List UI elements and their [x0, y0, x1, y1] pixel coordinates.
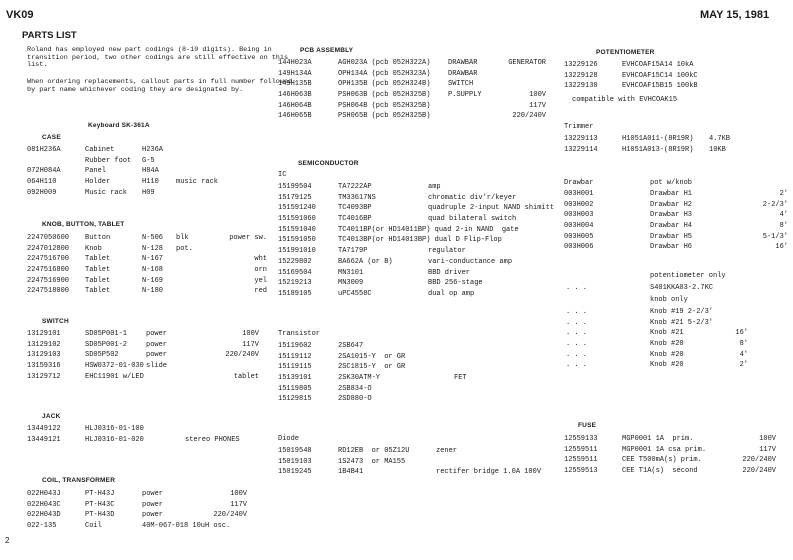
ic-type: TC4093BP [338, 204, 372, 213]
dots: . . . [566, 329, 588, 338]
model-name: VK09 [6, 9, 34, 21]
assembly-code: PSH065B (pcb 052H325B) [338, 112, 431, 121]
part-name: Holder [85, 178, 111, 187]
keyboard-title: Keyboard SK-361A [88, 122, 150, 129]
part-number: 12559133 [564, 435, 598, 443]
rating: GENERATOR [508, 59, 546, 67]
description: vari-conductance amp [428, 257, 513, 266]
function: DRAWBAR [448, 59, 478, 67]
part-code: SD05P001-2 [85, 340, 128, 349]
note-2: power sw. [229, 234, 267, 242]
dots: . . . [566, 318, 588, 327]
note: FET [454, 374, 467, 383]
description: BBD 256-stage [428, 279, 483, 288]
note: pot. [176, 244, 193, 253]
part-number: 12559511 [564, 445, 598, 454]
part-number: 003H003 [564, 211, 594, 220]
part-number: 13229114 [564, 145, 598, 154]
part-number: 2247516700 [27, 255, 70, 264]
ic-subtitle: IC [278, 171, 287, 179]
part-code: H84A [142, 167, 159, 176]
ic-type: MN3101 [338, 268, 364, 277]
part-number: 13129102 [27, 340, 61, 349]
part-number: 13129712 [27, 372, 61, 381]
part-name: Button [85, 234, 111, 242]
section-title-jack: JACK [42, 413, 61, 420]
footage: 16' [735, 329, 748, 338]
section-title-pcb: PCB ASSEMBLY [300, 47, 354, 54]
rating: 117V [242, 340, 259, 349]
rating: tablet [233, 372, 259, 381]
part-number: 003H004 [564, 222, 594, 231]
knob-only-title: knob only [650, 296, 688, 304]
trimmer-subtitle: Trimmer [564, 123, 594, 131]
footage: 8' [739, 340, 748, 349]
part-number: 022H043C [27, 500, 61, 509]
note: stereo PHONES [185, 435, 240, 444]
dots: . . . [566, 340, 588, 349]
part-code: H1051A013-(8R19R) [622, 145, 694, 154]
part-number: 15119805 [278, 384, 312, 393]
description: dual op amp [428, 289, 475, 298]
part-number: 13229113 [564, 135, 598, 143]
dots: . . . [566, 350, 588, 359]
footage: 4' [779, 211, 788, 220]
part-number: 15229802 [278, 257, 312, 266]
ic-type: TM33617NS [338, 193, 376, 202]
value: 4.7KB [709, 135, 731, 143]
rating: 117V [529, 101, 546, 110]
rating: 100V [242, 330, 259, 338]
ic-type: TA7179P [338, 247, 368, 256]
part-code: EVHCOAF15C14 100kC [622, 71, 698, 80]
assembly-code: OPH134A (pcb 052H323A) [338, 69, 431, 78]
note-2: red [254, 287, 267, 296]
part-number: 15119115 [278, 363, 312, 372]
part-code: HLJ0316-01-020 [85, 435, 144, 444]
part-name: Drawbar H2 [650, 200, 693, 209]
part-number: 081H236A [27, 146, 61, 154]
part-number: 15119602 [278, 342, 312, 350]
part-code: Coil [85, 522, 102, 531]
function: slide [146, 362, 168, 371]
part-number: 022H043D [27, 511, 61, 520]
part-number: 003H002 [564, 200, 594, 209]
part-name: Knob #20 [650, 350, 684, 359]
function: 40M-067-018 10uH osc. [142, 522, 231, 531]
function: power [146, 351, 168, 360]
part-name: Drawbar H3 [650, 211, 693, 220]
part-number: 2247518000 [27, 287, 70, 296]
part-name: Drawbar H5 [650, 232, 693, 241]
footage: 2' [739, 361, 748, 370]
note-2: orn [254, 266, 267, 275]
assembly-code: PSH063B (pcb 052H325B) [338, 91, 431, 100]
ic-type: TC4011BP(or HD14011BP) quad 2-in NAND gate [338, 225, 519, 234]
part-number: 151591040 [278, 225, 316, 234]
part-name: Tablet [85, 287, 111, 296]
description: rectifer bridge 1.0A 100V [436, 468, 542, 477]
part-number: 092H009 [27, 188, 57, 197]
part-code: N-168 [142, 266, 164, 275]
transistor-type: 2SB834-O [338, 384, 372, 393]
part-code: N-128 [142, 244, 164, 253]
pot-only-part: S401KKA03-2.7KC [650, 284, 714, 292]
part-code: H1051A011-(8R19R) [622, 135, 694, 143]
section-title-coil: COIL, TRANSFORMER [42, 477, 116, 484]
part-code: EVHCOAF15A14 10kA [622, 61, 694, 69]
part-number: 13229130 [564, 82, 598, 91]
part-name: Drawbar H4 [650, 222, 693, 231]
assembly-code: AGH023A (pcb 052H322A) [338, 59, 431, 67]
part-code: HSW0372-01-030 [85, 362, 144, 371]
part-code: MGP0001 1A prim. [622, 435, 694, 443]
potentiometer-only-title: potentiometer only [650, 272, 726, 280]
part-code: CEE T1A(s) second [622, 467, 698, 476]
part-number: 2247516800 [27, 266, 70, 275]
part-name: Tablet [85, 266, 111, 275]
part-code: CEE T500mA(s) prim. [622, 456, 702, 465]
part-name: Drawbar H6 [650, 243, 693, 252]
part-name: Knob #21 5-2/3' [650, 318, 714, 327]
rating: 220/240V [512, 112, 546, 121]
rating: 220/240V [742, 467, 776, 476]
rating: 220/240V [742, 456, 776, 465]
part-code: PT-H43D [85, 511, 115, 520]
part-number: 13229126 [564, 61, 598, 69]
part-code: N-167 [142, 255, 164, 264]
section-title-case: CASE [42, 134, 61, 141]
part-number: 072H084A [27, 167, 61, 176]
section-title-fuse: FUSE [578, 422, 597, 429]
part-code: PT-H43J [85, 490, 115, 498]
part-number: 12559513 [564, 467, 598, 476]
diode-type: 1B4B41 [338, 468, 364, 477]
part-number: 15019548 [278, 447, 312, 455]
drawbar-subtitle: Drawbar [564, 179, 594, 187]
footage: 2-2/3' [762, 200, 788, 209]
document-date: MAY 15, 1981 [700, 9, 770, 21]
part-code: H110 [142, 178, 159, 187]
part-number: 15179125 [278, 193, 312, 202]
assembly-code: PSH064B (pcb 052H325B) [338, 101, 431, 110]
ic-type: TC4016BP [338, 215, 372, 224]
transistor-type: 2SA1015-Y or GR [338, 352, 406, 361]
part-name: Cabinet [85, 146, 115, 154]
part-code: H09 [142, 188, 155, 197]
part-name: Music rack [85, 188, 128, 197]
description: zener [436, 447, 458, 455]
description: quad bilateral switch [428, 215, 517, 224]
part-number: 15199504 [278, 183, 312, 191]
part-name: Knob #20 [650, 361, 684, 370]
footage: 5-1/3' [762, 232, 788, 241]
part-number: 2247012800 [27, 244, 70, 253]
part-number: 15129815 [278, 395, 312, 404]
dots: . . . [566, 308, 588, 316]
description: amp [428, 183, 441, 191]
ic-type: TA7222AP [338, 183, 372, 191]
part-code: HLJ0316-01-100 [85, 425, 144, 433]
part-number: 15169504 [278, 268, 312, 277]
function: power [142, 511, 164, 520]
part-code: PT-H43C [85, 500, 115, 509]
part-name: Knob #19 2-2/3' [650, 308, 714, 316]
page-number: 2 [5, 536, 10, 545]
part-number: 144H023A [278, 59, 312, 67]
part-code: MGP0001 1A csa prim. [622, 445, 707, 454]
intro-paragraph-2: When ordering replacements, callout parts in full number followed by part name whichever coding they are designated by. [27, 78, 293, 94]
function: power [142, 500, 164, 509]
transistor-type: 2SC1815-Y or GR [338, 363, 406, 372]
footage: 8' [779, 222, 788, 231]
part-code: EVHCOAF15B15 100kB [622, 82, 698, 91]
part-code: G-5 [142, 156, 155, 165]
part-number: 022-135 [27, 522, 57, 531]
dots: . . . [566, 361, 588, 370]
part-number: 13449121 [27, 435, 61, 444]
part-name: Drawbar H1 [650, 190, 693, 198]
part-number: 15019103 [278, 457, 312, 466]
description: quadruple 2-input NAND shimitt [428, 204, 555, 213]
part-number: 146H063B [278, 91, 312, 100]
part-name: Panel [85, 167, 107, 176]
transistor-type: 2SB647 [338, 342, 364, 350]
part-number: 003H001 [564, 190, 594, 198]
diode-type: 1S2473 or MA155 [338, 457, 406, 466]
drawbar-head: pot w/knob [650, 179, 693, 187]
part-number: 15189105 [278, 289, 312, 298]
description: chromatic div'r/keyer [428, 193, 517, 202]
part-code: SD05P001-1 [85, 330, 128, 338]
ic-type: BA662A (or B) [338, 257, 393, 266]
transistor-type: 2SD880-O [338, 395, 372, 404]
section-title-potentiometer: POTENTIOMETER [596, 49, 655, 56]
function: DRAWBAR [448, 69, 478, 78]
rating: 117V [759, 445, 776, 454]
rating: 100V [230, 490, 247, 498]
description: regulator [428, 247, 466, 256]
part-code: H236A [142, 146, 164, 154]
part-code: N-180 [142, 287, 164, 296]
rating: 117V [230, 500, 247, 509]
part-number: 13129103 [27, 351, 61, 360]
function: SWITCH [448, 80, 474, 89]
assembly-code: OPH135B (pcb 052H324B) [338, 80, 431, 89]
rating: 220/240V [213, 511, 247, 520]
part-number: 13159316 [27, 362, 61, 371]
diode-type: RD12EB or 05Z12U [338, 447, 410, 455]
part-number: 12559511 [564, 456, 598, 465]
ic-type: uPC4558C [338, 289, 372, 298]
part-name: Knob [85, 244, 102, 253]
part-code: N-169 [142, 276, 164, 285]
footage: 4' [739, 350, 748, 359]
part-number: 146H064B [278, 101, 312, 110]
intro-paragraph-1: Roland has employed new part codings (8-10 digits). Being in transition period, two other codings are still effective on this list. [27, 46, 289, 70]
part-code: N-506 [142, 234, 164, 242]
part-number: 149H135B [278, 80, 312, 89]
part-number: 003H006 [564, 243, 594, 252]
part-number: 2247516900 [27, 276, 70, 285]
part-name: Rubber foot [85, 156, 132, 165]
part-number: 15019245 [278, 468, 312, 477]
footage: 16' [775, 243, 788, 252]
part-name: Tablet [85, 255, 111, 264]
rating: 100V [529, 91, 546, 100]
ic-type: TC4013BP(or HD14013BP) dual D Flip-Flop [338, 236, 502, 245]
function: power [146, 340, 168, 349]
part-number: 151591240 [278, 204, 316, 213]
part-number: 146H065B [278, 112, 312, 121]
part-number: 151591050 [278, 236, 316, 245]
part-name: Tablet [85, 276, 111, 285]
transistor-subtitle: Transistor [278, 330, 321, 338]
transistor-type: 2SK30ATM-Y [338, 374, 381, 383]
part-code: EHC11901 w/LED [85, 372, 144, 381]
part-code: SD05P502 [85, 351, 119, 360]
function: power [142, 490, 164, 498]
part-number: 15219213 [278, 279, 312, 288]
section-title-knob: KNOB, BUTTON, TABLET [42, 221, 125, 228]
rating: 220/240V [225, 351, 259, 360]
part-name: Knob #20 [650, 340, 684, 349]
note-2: yel [254, 276, 267, 285]
part-name: Knob #21 [650, 329, 684, 338]
rating: 100V [759, 435, 776, 443]
part-number: 15139101 [278, 374, 312, 383]
part-number: 149H134A [278, 69, 312, 78]
function: P.SUPPLY [448, 91, 482, 100]
page-title: PARTS LIST [22, 30, 77, 41]
part-number: 151591060 [278, 215, 316, 224]
part-number: 2247050600 [27, 234, 70, 242]
section-title-semiconductor: SEMICONDUCTOR [298, 160, 359, 167]
part-number: 003H005 [564, 232, 594, 241]
ic-type: MN3009 [338, 279, 364, 288]
potentiometer-compat: compatible with EVHCOAK15 [572, 96, 678, 104]
function: power [146, 330, 168, 338]
part-number: 13449122 [27, 425, 61, 433]
part-number: 064H110 [27, 178, 57, 187]
note-2: wht [254, 255, 267, 264]
part-number: 151991010 [278, 247, 316, 256]
note: music rack [176, 178, 219, 187]
description: BBD driver [428, 268, 471, 277]
section-title-switch: SWITCH [42, 318, 69, 325]
part-number: 13229128 [564, 71, 598, 80]
part-number: 022H043J [27, 490, 61, 498]
part-number: 13129101 [27, 330, 61, 338]
note: blk [176, 234, 189, 242]
diode-subtitle: Diode [278, 435, 300, 443]
footage: 2' [779, 190, 788, 198]
pot-only-dots: . . . [566, 284, 588, 292]
value: 10KB [709, 145, 726, 154]
part-number: 15119112 [278, 352, 312, 361]
